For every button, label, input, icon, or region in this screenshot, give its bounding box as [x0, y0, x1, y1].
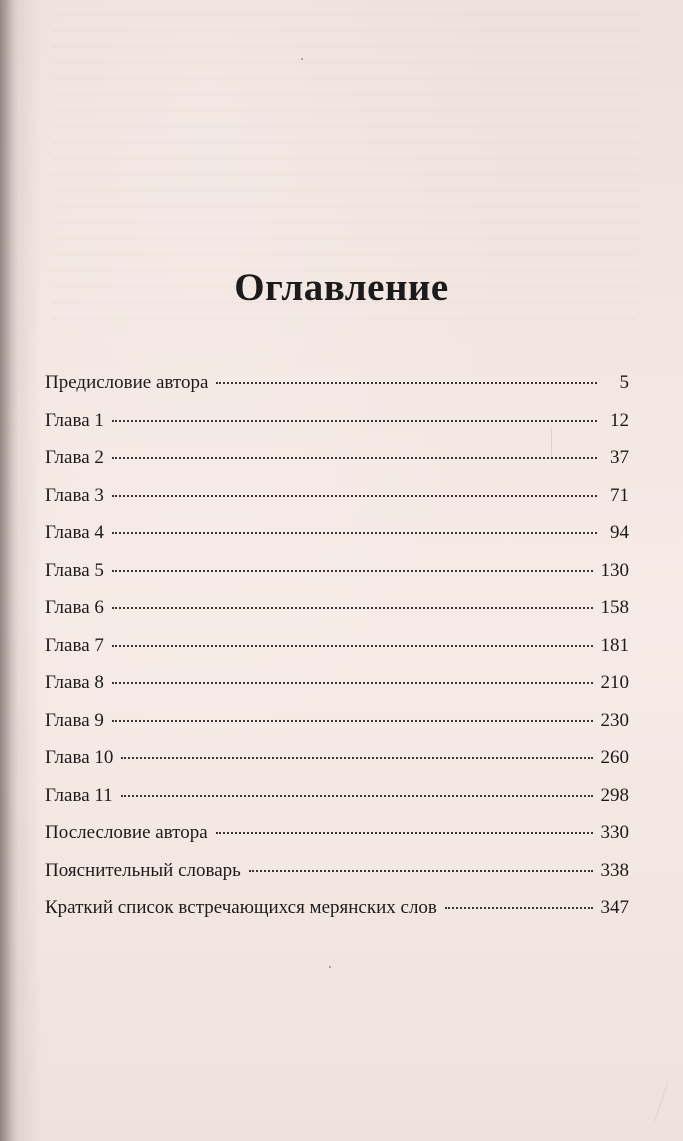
- toc-item: [45, 514, 629, 552]
- dot-leader: [112, 681, 593, 684]
- toc-entry-label: Глава 10: [45, 747, 114, 768]
- toc-entry-label: Пояснительный словарь: [45, 859, 241, 881]
- toc-item: [45, 702, 629, 740]
- dot-leader: [112, 719, 593, 722]
- toc-page-number: 94: [610, 522, 629, 543]
- dot-leader: [216, 831, 593, 834]
- table-of-contents: [45, 364, 629, 927]
- toc-item: [45, 777, 629, 815]
- toc-entry-label: Глава 6: [45, 597, 104, 618]
- toc-page-number: 210: [600, 672, 629, 693]
- toc-item: [45, 552, 629, 590]
- dot-leader: [112, 644, 593, 647]
- toc-entry-label: Глава 4: [45, 522, 104, 543]
- toc-entry-label: Глава 1: [45, 409, 104, 431]
- dot-leader: [112, 606, 593, 609]
- toc-entry-label: Глава 7: [45, 634, 104, 656]
- toc-entry-label: Послесловие автора: [45, 822, 208, 843]
- toc-entry-label: Глава 3: [45, 484, 104, 506]
- toc-page-number: 37: [610, 447, 629, 468]
- toc-entry-label: Предисловие автора: [45, 372, 209, 393]
- toc-page-number: 330: [600, 822, 629, 843]
- toc-item: [45, 889, 629, 927]
- toc-item: [45, 852, 629, 890]
- dot-leader: [445, 906, 593, 909]
- toc-page-number: 130: [600, 559, 629, 581]
- paper-crease: [653, 1081, 669, 1127]
- page-title: Оглавление: [234, 266, 449, 309]
- dot-leader: [216, 381, 597, 384]
- toc-page-number: 230: [600, 709, 629, 731]
- toc-entry-label: Глава 11: [45, 784, 113, 806]
- toc-item: [45, 664, 629, 702]
- dot-leader: [112, 456, 597, 459]
- dot-leader: [112, 531, 597, 534]
- dust-mark: [301, 58, 303, 60]
- toc-entry-label: Глава 5: [45, 559, 104, 581]
- toc-item: [45, 814, 629, 852]
- dot-leader: [121, 756, 592, 759]
- toc-entry-label: Краткий список встречающихся мерянских слов: [45, 897, 437, 918]
- toc-item: [45, 477, 629, 515]
- toc-page-number: 338: [600, 859, 629, 881]
- toc-page-number: 5: [619, 372, 629, 393]
- toc-page-number: 158: [600, 597, 629, 618]
- toc-item: [45, 402, 629, 440]
- toc-entry-label: Глава 2: [45, 447, 104, 468]
- dot-leader: [112, 494, 597, 497]
- page-gutter-shadow: [0, 0, 18, 1141]
- dot-leader: [112, 569, 593, 572]
- toc-item: [45, 627, 629, 665]
- dust-mark: [329, 966, 331, 968]
- toc-page-number: 260: [600, 747, 629, 768]
- toc-page-number: 298: [600, 784, 629, 806]
- toc-item: [45, 364, 629, 402]
- toc-page-number: 71: [610, 484, 629, 506]
- toc-item: [45, 589, 629, 627]
- dot-leader: [249, 869, 593, 872]
- toc-item: [45, 739, 629, 777]
- toc-entry-label: Глава 8: [45, 672, 104, 693]
- toc-entry-label: Глава 9: [45, 709, 104, 731]
- toc-page-number: 181: [600, 634, 629, 656]
- toc-item: [45, 439, 629, 477]
- toc-page-number: 12: [610, 409, 629, 431]
- dot-leader: [121, 794, 593, 797]
- dot-leader: [112, 419, 597, 422]
- toc-page-number: 347: [600, 897, 629, 918]
